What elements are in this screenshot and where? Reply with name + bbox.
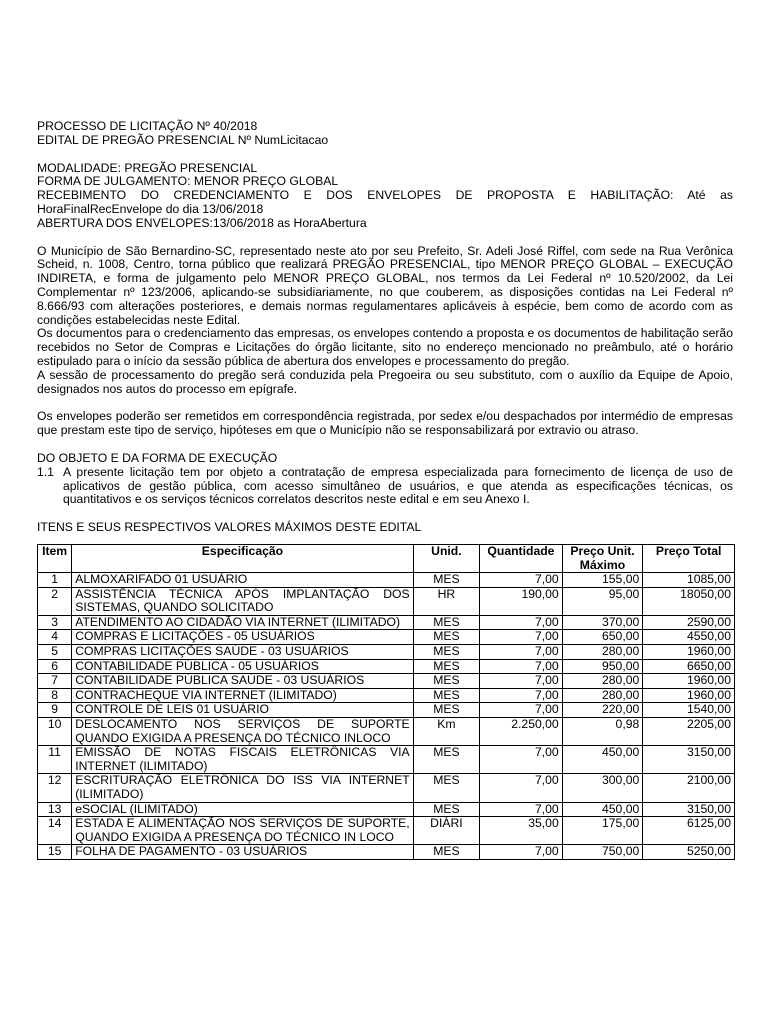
cell-item: 12 (38, 774, 72, 802)
cell-spec: CONTABILIDADE PÚBLICA SAÚDE - 03 USUÁRIOS (72, 674, 413, 689)
cell-qtd: 7,00 (480, 746, 563, 774)
modalidade-line: MODALIDADE: PREGÃO PRESENCIAL (37, 160, 258, 175)
cell-item: 5 (38, 645, 72, 660)
cell-unid: MES (413, 615, 479, 630)
cell-spec: COMPRAS LICITAÇÕES SAÚDE - 03 USUÁRIOS (72, 645, 413, 660)
cell-total: 4550,00 (643, 630, 735, 645)
cell-total: 6650,00 (643, 659, 735, 674)
cell-item: 3 (38, 615, 72, 630)
cell-total: 2205,00 (643, 718, 735, 746)
edital-line: EDITAL DE PREGÃO PRESENCIAL Nº NumLicitacao (37, 132, 329, 147)
cell-qtd: 7,00 (480, 774, 563, 802)
cell-total: 1960,00 (643, 688, 735, 703)
abertura-line: ABERTURA DOS ENVELOPES:13/06/2018 as HoraAbertura (37, 215, 367, 230)
table-row (38, 688, 735, 703)
cell-preco: 650,00 (562, 630, 643, 645)
cell-preco: 300,00 (562, 774, 643, 802)
cell-preco: 750,00 (562, 845, 643, 860)
cell-preco: 450,00 (562, 802, 643, 817)
cell-preco: 280,00 (562, 688, 643, 703)
header-preco-unit-line1: Preço Unit. (570, 543, 635, 558)
table-row (38, 718, 735, 746)
cell-item: 6 (38, 659, 72, 674)
cell-spec: ATENDIMENTO AO CIDADÃO VIA INTERNET (ILIMITADO) (72, 615, 413, 630)
cell-preco: 95,00 (562, 587, 643, 615)
cell-qtd: 7,00 (480, 659, 563, 674)
header-unid: Unid. (413, 544, 479, 572)
cell-item: 1 (38, 573, 72, 588)
cell-spec: CONTABILIDADE PÚBLICA - 05 USUÁRIOS (72, 659, 413, 674)
cell-spec: ESTADA E ALIMENTAÇÃO NOS SERVIÇOS DE SUPORTE, QUANDO EXIGIDA A PRESENÇA DO TÉCNICO IN LOCO (72, 817, 413, 845)
cell-total: 3150,00 (643, 802, 735, 817)
cell-unid: MES (413, 659, 479, 674)
cell-unid: MES (413, 645, 479, 660)
cell-spec: ESCRITURAÇÃO ELETRÔNICA DO ISS VIA INTERNET (ILIMITADO) (72, 774, 413, 802)
cell-preco: 175,00 (562, 817, 643, 845)
cell-qtd: 7,00 (480, 845, 563, 860)
cell-item: 7 (38, 674, 72, 689)
cell-qtd: 7,00 (480, 802, 563, 817)
cell-item: 13 (38, 802, 72, 817)
table-row (38, 573, 735, 588)
cell-preco: 220,00 (562, 703, 643, 718)
header-preco-unit-line2: Máximo (579, 557, 626, 572)
table-row (38, 587, 735, 615)
cell-total: 1085,00 (643, 573, 735, 588)
header-quantidade: Quantidade (480, 544, 563, 572)
intro-paragraph: O Município de São Bernardino-SC, representado neste ato por seu Prefeito, Sr. Adeli José Riffel, com sede na Rua Verônica Scheid, n. 1008, Centro, torna público que realizará PREGÃO PRESENCIAL, tipo MENOR PREÇO GLOBAL – EXECUÇÃO INDIRETA, e forma de julgamento pelo MENOR PREÇO GLOBAL, nos termos da Lei Federal nº 10.520/2002, da Lei Complementar nº 123/2006, aplicando-se subsidiariamente, no que couberem, as disposições contidas na Lei Federal nº 8.666/93 com alterações posteriores, e demais normas regulamentares aplicáveis à espécie, bem como de acordo com as condições estabelecidas neste Edital. (37, 243, 733, 327)
table-row (38, 659, 735, 674)
cell-spec: COMPRAS E LICITAÇÕES - 05 USUÁRIOS (72, 630, 413, 645)
table-header-row (38, 544, 735, 572)
cell-qtd: 190,00 (480, 587, 563, 615)
cell-unid: Km (413, 718, 479, 746)
cell-spec: eSOCIAL (ILIMITADO) (72, 802, 413, 817)
cell-preco: 450,00 (562, 746, 643, 774)
cell-unid: MES (413, 573, 479, 588)
cell-item: 2 (38, 587, 72, 615)
cell-qtd: 7,00 (480, 573, 563, 588)
recebimento-line: RECEBIMENTO DO CREDENCIAMENTO E DOS ENVELOPES DE PROPOSTA E HABILITAÇÃO: Até as (37, 188, 733, 203)
objeto-clause-number: 1.1 (37, 464, 54, 479)
table-row (38, 674, 735, 689)
cell-total: 5250,00 (643, 845, 735, 860)
cell-spec: ASSISTÊNCIA TÉCNICA APÓS IMPLANTAÇÃO DOS SISTEMAS, QUANDO SOLICITADO (72, 587, 413, 615)
cell-total: 2590,00 (643, 615, 735, 630)
header-preco-unit (562, 544, 643, 572)
table-row (38, 746, 735, 774)
cell-unid: MES (413, 746, 479, 774)
table-row (38, 774, 735, 802)
cell-unid: MES (413, 703, 479, 718)
cell-qtd: 35,00 (480, 817, 563, 845)
cell-spec: CONTRACHEQUE VIA INTERNET (ILIMITADO) (72, 688, 413, 703)
documentos-paragraph: Os documentos para o credenciamento das empresas, os envelopes contendo a proposta e os documentos de habilitação serão recebidos no Setor de Compras e Licitações do órgão licitante, sito no endereço mencionado no preâmbulo, até o horário estipulado para o início da sessão pública de abertura dos envelopes e processamento do pregão. (37, 326, 733, 368)
recebimento-continuation: HoraFinalRecEnvelope do dia 13/06/2018 (37, 201, 264, 216)
cell-item: 10 (38, 718, 72, 746)
processo-line: PROCESSO DE LICITAÇÃO Nº 40/2018 (37, 119, 258, 133)
cell-total: 18050,00 (643, 587, 735, 615)
cell-qtd: 7,00 (480, 645, 563, 660)
cell-unid: MES (413, 774, 479, 802)
cell-total: 1960,00 (643, 645, 735, 660)
sessao-paragraph: A sessão de processamento do pregão será conduzida pela Pregoeira ou seu substituto, com o auxílio da Equipe de Apoio, designados nos autos do processo em epígrafe. (37, 367, 733, 396)
cell-total: 2100,00 (643, 774, 735, 802)
cell-qtd: 7,00 (480, 630, 563, 645)
cell-unid: MES (413, 802, 479, 817)
cell-item: 14 (38, 817, 72, 845)
cell-spec: CONTROLE DE LEIS 01 USUÁRIO (72, 703, 413, 718)
forma-julgamento-line: FORMA DE JULGAMENTO: MENOR PREÇO GLOBAL (37, 174, 339, 189)
cell-unid: MES (413, 630, 479, 645)
cell-unid: DIÁRI (413, 817, 479, 845)
table-row (38, 845, 735, 860)
cell-total: 1960,00 (643, 674, 735, 689)
cell-preco: 0,98 (562, 718, 643, 746)
cell-preco: 155,00 (562, 573, 643, 588)
header-preco-total: Preço Total (643, 544, 735, 572)
cell-preco: 370,00 (562, 615, 643, 630)
objeto-clause-text: A presente licitação tem por objeto a contratação de empresa especializada para fornecimento de licença de uso de aplicativos de gestão pública, com acesso simultâneo de usuários, e que atenda as especificações técnicas, os quantitativos e os serviços técnicos correlatos descritos neste edital e em seu Anexo I. (63, 464, 733, 507)
cell-total: 3150,00 (643, 746, 735, 774)
cell-item: 11 (38, 746, 72, 774)
itens-heading: ITENS E SEUS RESPECTIVOS VALORES MÁXIMOS DESTE EDITAL (37, 520, 422, 535)
cell-spec: FOLHA DE PAGAMENTO - 03 USUÁRIOS (72, 845, 413, 860)
cell-qtd: 2.250,00 (480, 718, 563, 746)
objeto-clause (37, 466, 733, 507)
cell-item: 9 (38, 703, 72, 718)
table-row (38, 630, 735, 645)
cell-item: 8 (38, 688, 72, 703)
cell-preco: 280,00 (562, 645, 643, 660)
cell-item: 4 (38, 630, 72, 645)
table-row (38, 615, 735, 630)
cell-preco: 280,00 (562, 674, 643, 689)
items-table (37, 544, 735, 860)
cell-qtd: 7,00 (480, 615, 563, 630)
cell-unid: MES (413, 674, 479, 689)
envelopes-paragraph: Os envelopes poderão ser remetidos em correspondência registrada, por sedex e/ou despachados por intermédio de empresas que prestam este tipo de serviço, hipóteses em que o Município não se responsabilizará por extravio ou atraso. (37, 409, 733, 438)
cell-total: 6125,00 (643, 817, 735, 845)
cell-qtd: 7,00 (480, 688, 563, 703)
cell-total: 1540,00 (643, 703, 735, 718)
objeto-heading: DO OBJETO E DA FORMA DE EXECUÇÃO (37, 450, 278, 465)
document-page (37, 120, 733, 860)
cell-unid: HR (413, 587, 479, 615)
cell-preco: 950,00 (562, 659, 643, 674)
cell-unid: MES (413, 688, 479, 703)
table-row (38, 703, 735, 718)
cell-qtd: 7,00 (480, 674, 563, 689)
header-spec: Especificação (72, 544, 413, 572)
table-row (38, 802, 735, 817)
table-row (38, 817, 735, 845)
cell-spec: EMISSÃO DE NOTAS FISCAIS ELETRÔNICAS VIA INTERNET (ILIMITADO) (72, 746, 413, 774)
cell-unid: MES (413, 845, 479, 860)
cell-item: 15 (38, 845, 72, 860)
header-item: Item (38, 544, 72, 572)
cell-spec: ALMOXARIFADO 01 USUÁRIO (72, 573, 413, 588)
cell-spec: DESLOCAMENTO NOS SERVIÇOS DE SUPORTE QUANDO EXIGIDA A PRESENÇA DO TÉCNICO INLOCO (72, 718, 413, 746)
cell-qtd: 7,00 (480, 703, 563, 718)
table-row (38, 645, 735, 660)
